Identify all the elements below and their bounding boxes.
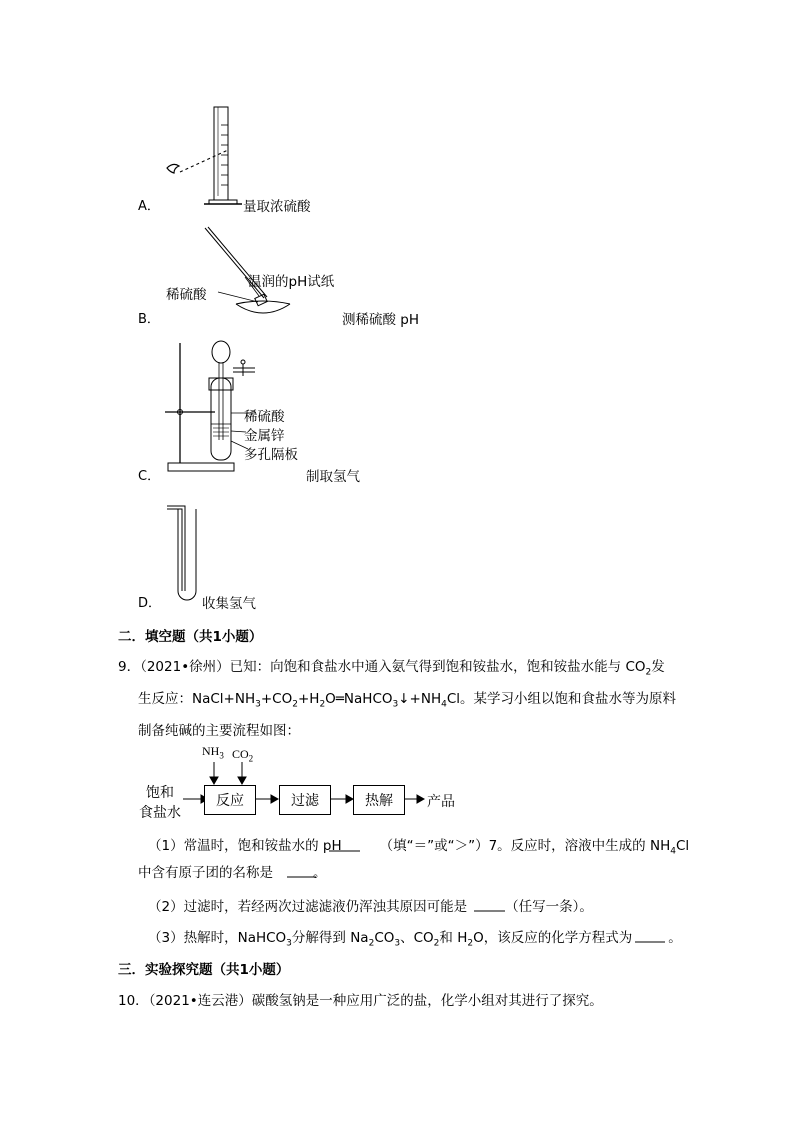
label-c-plate: 多孔隔板 (244, 447, 298, 463)
option-b-letter: B． (138, 312, 160, 327)
q10-number: 10． (118, 993, 149, 1009)
flow-output: 产品 (427, 794, 455, 810)
label-dilute-acid: 稀硫酸 (166, 287, 207, 303)
label-c-acid: 稀硫酸 (244, 409, 285, 425)
q9-part-1-line-2: 中含有原子团的名称是 。 (138, 865, 327, 881)
q9-line-3: 制备纯碱的主要流程如图： (138, 723, 300, 739)
flow-input-line-2: 食盐水 (139, 805, 181, 821)
reagent-nh3: $NH_3$ (202, 744, 224, 761)
flow-step-pyrolysis: 热解 (353, 785, 405, 815)
option-c-caption: 制取氢气 (306, 469, 360, 485)
flow-step-reaction: 反应 (204, 785, 256, 815)
q9-part-2: （2）过滤时，若经两次过滤滤液仍浑浊其原因可能是 （任写一条）。 (148, 899, 593, 915)
section-3-heading: 三．实验探究题（共1小题） (118, 962, 290, 978)
option-c-letter: C． (138, 469, 161, 484)
flow-input-line-1: 饱和 (146, 785, 174, 801)
option-d-caption: 收集氢气 (202, 596, 256, 612)
option-b-caption: 测稀硫酸 pH (342, 312, 420, 328)
q9-source: （2021•徐州） (140, 659, 230, 675)
label-c-zinc: 金属锌 (244, 428, 285, 444)
q9-number: 9． (118, 659, 141, 675)
label-ph-paper: 温润的pH试纸 (248, 274, 335, 290)
q9-part-1-line-1: （1）常温时，饱和铵盐水的 pH （填“＝”或“＞”）7。反应时，溶液中生成的 $NH_4Cl$ (148, 838, 690, 857)
measuring-cylinder-icon (204, 107, 242, 204)
q9-part-3: （3）热解时，NaHCO$_3$分解得到 $Na_2CO_3$、$CO_2$和 $H_2O$，该反应的化学方程式为 。 (148, 930, 682, 949)
option-a-letter: A． (138, 199, 160, 214)
q10-source: （2021•连云港） (148, 993, 252, 1009)
q10-line-1: 10．（2021•连云港）碳酸氢钠是一种应用广泛的盐，化学小组对其进行了探究。 (118, 993, 603, 1009)
gas-collection-tube (167, 506, 196, 600)
q9-line-2: 生反应：$NaCl+NH_3+CO_2+H_2O═NaHCO_3↓+NH_4Cl$。某学习小组以饱和食盐水等为原料 (138, 691, 677, 710)
option-a-caption: 量取浓硫酸 (243, 199, 311, 215)
section-2-heading: 二．填空题（共1小题） (118, 629, 263, 645)
hydrogen-generator-apparatus (165, 341, 256, 471)
eye-icon (167, 150, 228, 173)
option-d-letter: D． (138, 596, 162, 611)
reagent-co2: $CO_2$ (232, 747, 254, 764)
flow-step-filtration: 过滤 (279, 785, 331, 815)
q9-line-1: 9．（2021•徐州）已知：向饱和食盐水中通入氨气得到饱和铵盐水，饱和铵盐水能与 $CO_2$发 (118, 659, 665, 678)
